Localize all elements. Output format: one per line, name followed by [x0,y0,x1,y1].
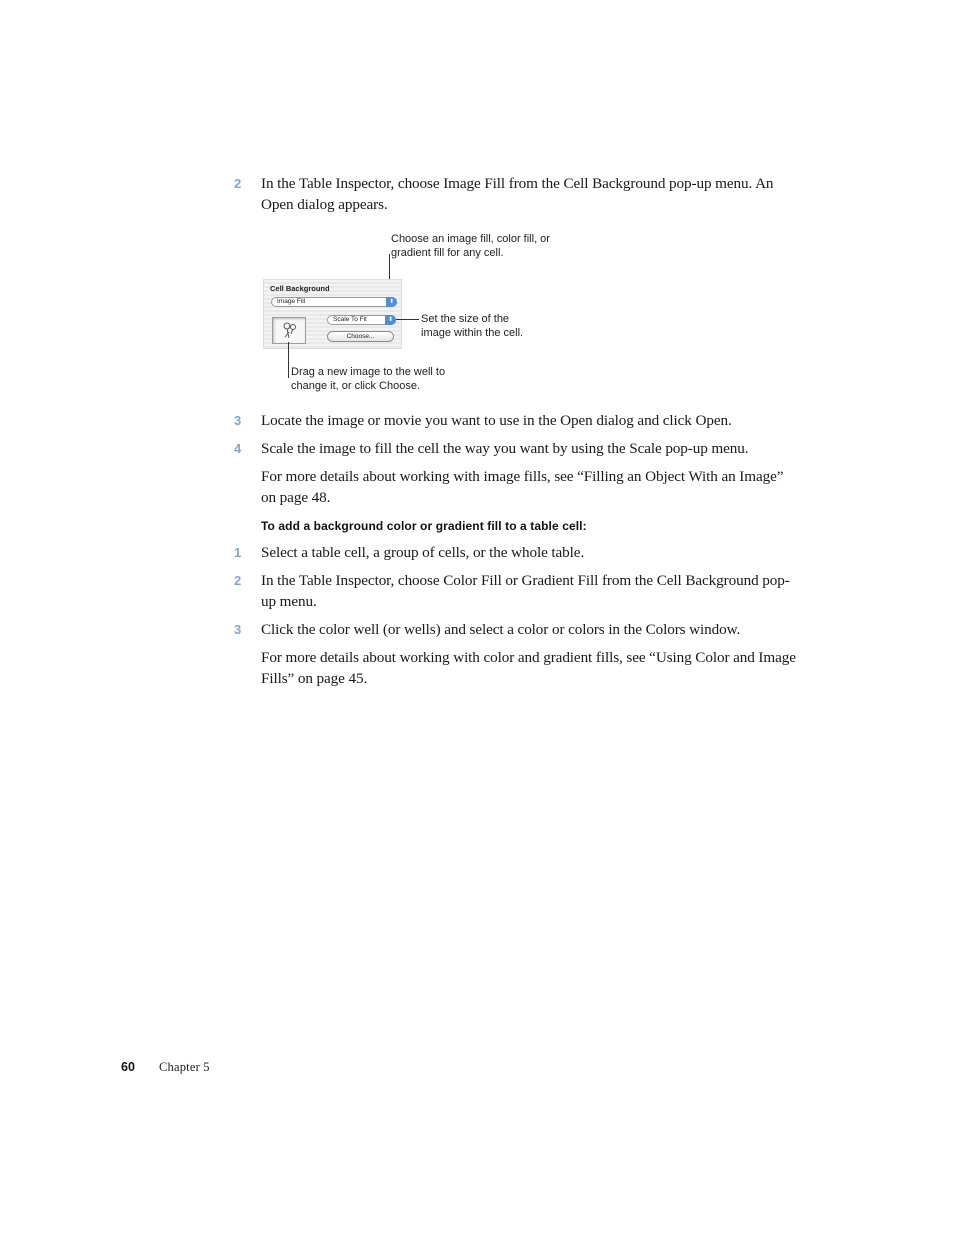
image-well[interactable] [272,317,306,344]
step-number: 3 [234,413,242,428]
step-text: Locate the image or movie you want to use in the Open dialog and click Open. [261,412,732,429]
scale-value: Scale To Fit [333,316,367,323]
step-2-color-fill [234,571,794,612]
step-text: In the Table Inspector, choose Image Fill from the Cell Background pop-up menu. An Open dialog appears. [261,175,774,213]
step-3-color-well [234,620,794,641]
step-number: 2 [234,573,242,588]
callout-line: change it, or click Choose. [291,380,421,392]
callout-line: Set the size of the [421,313,510,325]
step-number: 4 [234,441,242,456]
callout-drag-image [291,365,445,393]
page-number: 60 [121,1060,135,1074]
choose-button[interactable]: Choose... [327,331,394,342]
callout-scale [421,312,523,340]
step-number: 3 [234,622,242,637]
callout-line: gradient fill for any cell. [391,247,504,259]
popup-arrows-icon: ⬍ [386,297,397,307]
popup-arrows-icon: ⬍ [385,315,396,325]
step-number: 1 [234,545,242,560]
paragraph-color-fills: For more details about working with color and gradient fills, see “Using Color and Image Fills” on page 45. [261,649,796,687]
step-number: 2 [234,176,242,191]
step-2-image-fill [234,174,794,215]
callout-choose-fill [391,232,550,260]
step-4-scale-image [234,439,794,460]
cell-background-panel [263,279,402,349]
step-text: Click the color well (or wells) and select a color or colors in the Colors window. [261,621,741,638]
fill-type-popup[interactable] [271,297,397,307]
step-text: In the Table Inspector, choose Color Fill or Gradient Fill from the Cell Background pop-up menu. [261,572,790,610]
section-heading: To add a background color or gradient fill to a table cell: [261,519,587,533]
leader-line-right [396,319,419,320]
step-1-select-cell [234,543,794,564]
chapter-label: Chapter 5 [159,1060,210,1074]
callout-line: image within the cell. [421,327,524,339]
step-text: Select a table cell, a group of cells, or the whole table. [261,544,585,561]
image-placeholder-icon [273,318,305,343]
callout-line: Choose an image fill, color fill, or [391,233,550,245]
panel-title: Cell Background [270,284,330,293]
step-3-locate-image [234,411,794,432]
callout-line: Drag a new image to the well to [291,366,446,378]
step-text: Scale the image to fill the cell the way you want by using the Scale pop-up menu. [261,440,749,457]
fill-type-value: Image Fill [277,298,306,305]
scale-popup[interactable] [327,315,396,325]
leader-line-bottom [288,342,289,378]
paragraph-image-fills: For more details about working with image fills, see “Filling an Object With an Image” on page 48. [261,468,784,506]
